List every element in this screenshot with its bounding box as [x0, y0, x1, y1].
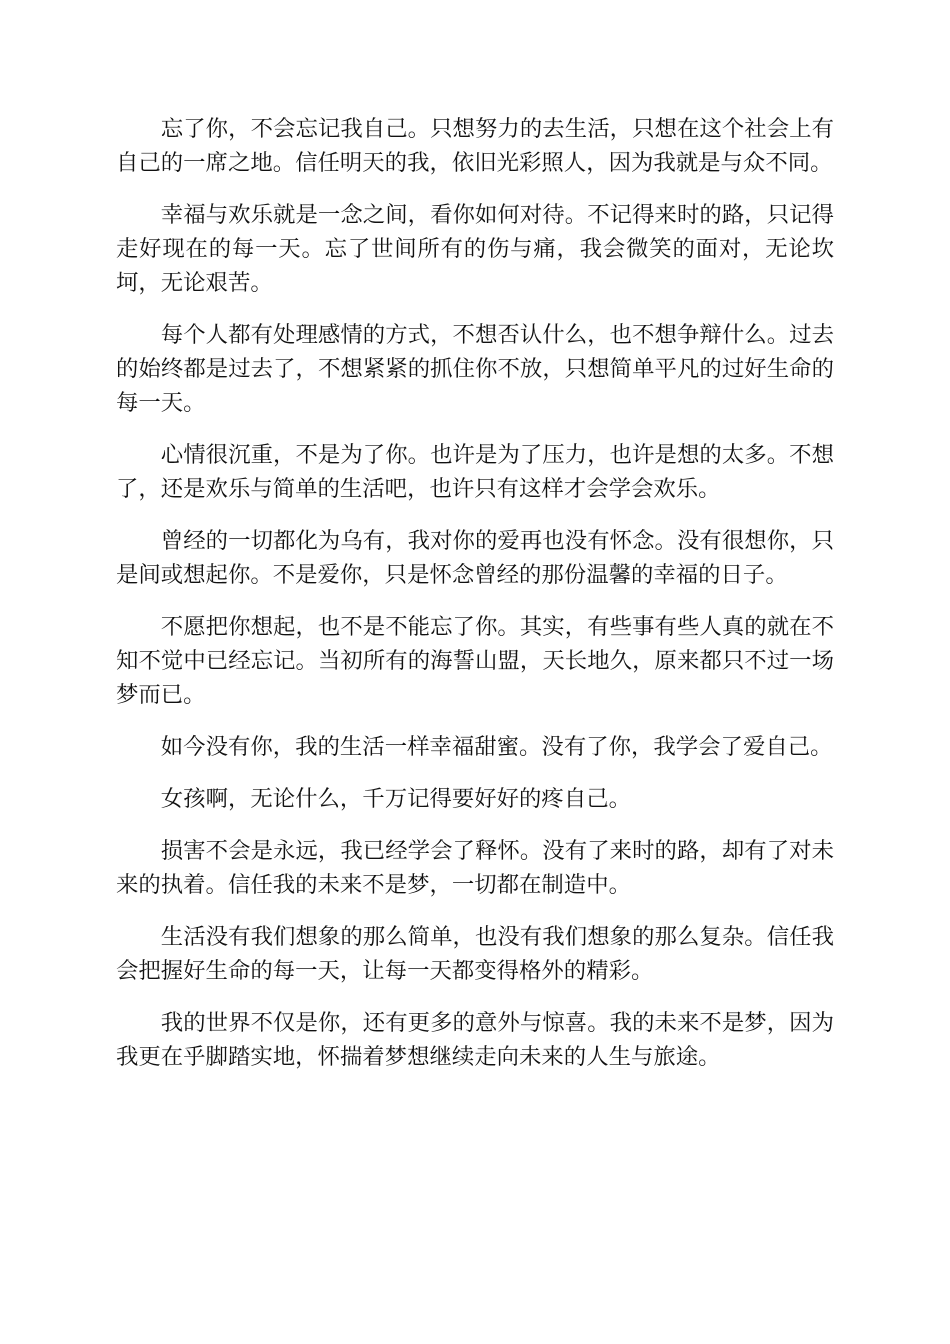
paragraph: 生活没有我们想象的那么简单，也没有我们想象的那么复杂。信任我会把握好生命的每一天，让每一天都变得格外的精彩。 [116, 924, 834, 984]
paragraph: 曾经的一切都化为乌有，我对你的爱再也没有怀念。没有很想你，只是间或想起你。不是爱你，只是怀念曾经的那份温馨的幸福的日子。 [116, 528, 834, 588]
paragraph: 女孩啊，无论什么，千万记得要好好的疼自己。 [160, 786, 631, 812]
paragraph: 损害不会是永远，我已经学会了释怀。没有了来时的路，却有了对未来的执着。信任我的未来不是梦，一切都在制造中。 [116, 838, 834, 898]
paragraph: 如今没有你，我的生活一样幸福甜蜜。没有了你，我学会了爱自己。 [160, 734, 833, 760]
paragraph: 每个人都有处理感情的方式，不想否认什么，也不想争辩什么。过去的始终都是过去了，不想紧紧的抓住你不放，只想简单平凡的过好生命的每一天。 [116, 322, 834, 416]
paragraph: 我的世界不仅是你，还有更多的意外与惊喜。我的未来不是梦，因为我更在乎脚踏实地，怀揣着梦想继续走向未来的人生与旅途。 [116, 1010, 834, 1070]
paragraph: 心情很沉重，不是为了你。也许是为了压力，也许是想的太多。不想了，还是欢乐与简单的生活吧，也许只有这样才会学会欢乐。 [116, 442, 834, 502]
paragraph: 幸福与欢乐就是一念之间，看你如何对待。不记得来时的路，只记得走好现在的每一天。忘了世间所有的伤与痛，我会微笑的面对，无论坎坷，无论艰苦。 [116, 202, 834, 296]
paragraph: 不愿把你想起，也不是不能忘了你。其实，有些事有些人真的就在不知不觉中已经忘记。当初所有的海誓山盟，天长地久，原来都只不过一场梦而已。 [116, 614, 834, 708]
paragraph: 忘了你，不会忘记我自己。只想努力的去生活，只想在这个社会上有自己的一席之地。信任明天的我，依旧光彩照人，因为我就是与众不同。 [116, 116, 834, 176]
document-body [116, 112, 834, 1092]
